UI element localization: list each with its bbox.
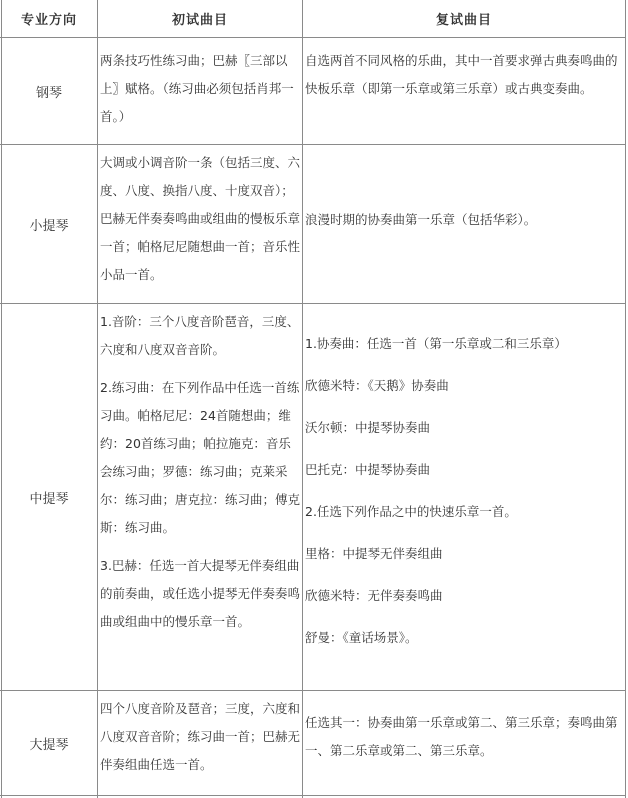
- initial-piano-text: 两条技巧性练习曲；巴赫〖三部以上〗赋格。（练习曲必须包括肖邦一首。）: [100, 53, 294, 124]
- retest-viola-item-2: 欣德米特：《天鹅》协奏曲: [305, 378, 449, 393]
- retest-viola-item-1: 1.协奏曲：任选一首（第一乐章或二和三乐章）: [305, 336, 567, 351]
- table-border-right: [625, 0, 626, 798]
- retest-viola: [305, 330, 623, 652]
- retest-viola-item-7: 欣德米特：无伴奏奏鸣曲: [305, 588, 443, 603]
- header-initial: 初试曲目: [171, 13, 228, 28]
- row-label-cello: 大提琴: [29, 737, 69, 753]
- initial-cello: [100, 695, 300, 779]
- column-divider: [97, 0, 98, 798]
- initial-viola: [100, 308, 300, 636]
- initial-viola-item-2: 2.练习曲：在下列作品中任选一首练习曲。帕格尼尼：24首随想曲；维约：20首练习曲；帕拉施克：音乐会练习曲；罗德：练习曲；克莱采尔：练习曲；唐克拉：练习曲；傅克斯：练习曲。: [100, 380, 301, 535]
- retest-viola-item-3: 沃尔顿：中提琴协奏曲: [305, 420, 431, 435]
- initial-violin: [100, 149, 300, 289]
- retest-viola-item-8: 舒曼：《童话场景》。: [305, 630, 418, 645]
- initial-violin-text: 大调或小调音阶一条（包括三度、六度、八度、换指八度、十度双音）；巴赫无伴奏奏鸣曲或组曲的慢板乐章一首；帕格尼尼随想曲一首；音乐性小品一首。: [100, 155, 301, 282]
- initial-viola-item-1: 1.音阶：三个八度音阶琶音，三度、六度和八度双音音阶。: [100, 314, 300, 357]
- initial-piano: [100, 47, 300, 131]
- row-label-viola: 中提琴: [29, 491, 69, 507]
- column-divider: [302, 0, 303, 798]
- header-retest: 复试曲目: [435, 13, 492, 28]
- retest-violin: [305, 206, 623, 234]
- initial-cello-text: 四个八度音阶及琶音；三度，六度和八度双音音阶；练习曲一首；巴赫无伴奏组曲任选一首。: [100, 701, 301, 772]
- retest-viola-item-4: 巴托克：中提琴协奏曲: [305, 462, 431, 477]
- row-label-violin: 小提琴: [29, 218, 69, 234]
- retest-cello-text: 任选其一：协奏曲第一乐章或第二、第三乐章；奏鸣曲第一、第二乐章或第二、第三乐章。: [305, 715, 618, 758]
- retest-piano-text: 自选两首不同风格的乐曲，其中一首要求弹古典奏鸣曲的快板乐章（即第一乐章或第三乐章）或古典变奏曲。: [305, 53, 618, 96]
- row-divider: [0, 795, 626, 796]
- retest-viola-item-6: 里格：中提琴无伴奏组曲: [305, 546, 443, 561]
- row-label-piano: 钢琴: [35, 85, 62, 101]
- retest-viola-item-5: 2.任选下列作品之中的快速乐章一首。: [305, 504, 517, 519]
- retest-violin-text: 浪漫时期的协奏曲第一乐章（包括华彩）。: [305, 212, 537, 227]
- retest-piano: [305, 47, 623, 103]
- initial-viola-item-3: 3.巴赫：任选一首大提琴无伴奏组曲的前奏曲，或任选小提琴无伴奏奏鸣曲或组曲中的慢乐章一首。: [100, 558, 301, 629]
- header-major: 专业方向: [20, 13, 77, 28]
- retest-cello: [305, 709, 623, 765]
